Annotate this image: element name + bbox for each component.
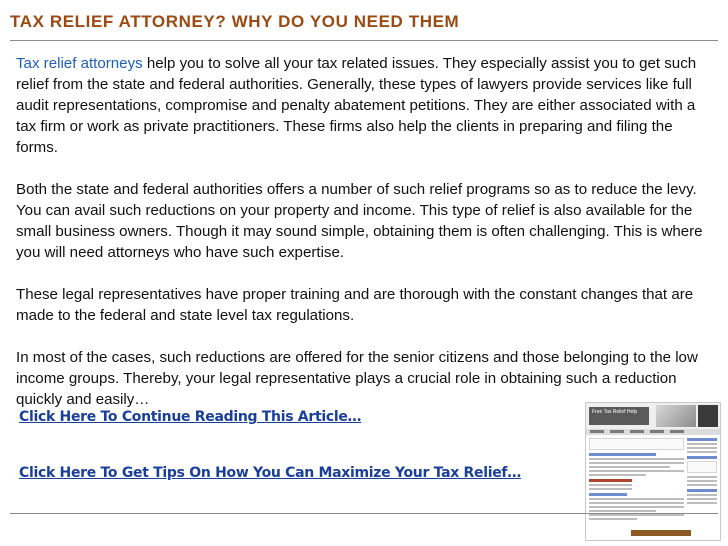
page-title: TAX RELIEF ATTORNEY? WHY DO YOU NEED THEM xyxy=(10,12,460,31)
thumbnail-sidebar xyxy=(687,438,717,506)
bottom-divider xyxy=(10,513,718,514)
website-thumbnail[interactable] xyxy=(585,402,721,541)
paragraph-3: These legal representatives have proper training and are thorough with the constant changes that are made to the federal and state level tax regulations. xyxy=(16,286,694,324)
maximize-tax-relief-link[interactable]: Click Here To Get Tips On How You Can Maximize Your Tax Relief… xyxy=(19,465,521,481)
paragraph-1 xyxy=(16,53,708,158)
paragraph-1-text: help you to solve all your tax related issues. They especially assist you to get such relief from the state and federal authorities. Generally, these types of lawyers provide services like full audit representations, compromise and penalty abatement petitions. They are either associated with a tax firm or work as private practitioners. These firms also help the clients in preparing and filing the forms. xyxy=(16,55,697,156)
paragraph-4: In most of the cases, such reductions are offered for the senior citizens and those belonging to the low income groups. Thereby, your legal representative plays a crucial role in obtaining such a reduction quickly and easily… xyxy=(16,349,698,408)
person-image xyxy=(698,405,718,427)
continue-reading-link[interactable]: Click Here To Continue Reading This Article… xyxy=(19,409,362,425)
top-divider xyxy=(10,40,718,41)
tax-relief-attorneys-link[interactable]: Tax relief attorneys xyxy=(16,55,143,72)
thumbnail-footer xyxy=(631,530,691,536)
paragraph-2: Both the state and federal authorities offers a number of such relief programs so as to reduce the levy. You can avail such reductions on your property and income. This type of relief is also available for the small business owners. Though it may sound simple, obtaining them is often challenging. This is where you will need attorneys who have such expertise. xyxy=(16,181,703,261)
article-body xyxy=(16,53,708,431)
thumbnail-logo: Free Tax Relief Help xyxy=(589,407,649,425)
tax-form-image xyxy=(656,405,696,427)
thumbnail-main-column xyxy=(589,438,684,522)
thumbnail-nav xyxy=(586,429,720,435)
